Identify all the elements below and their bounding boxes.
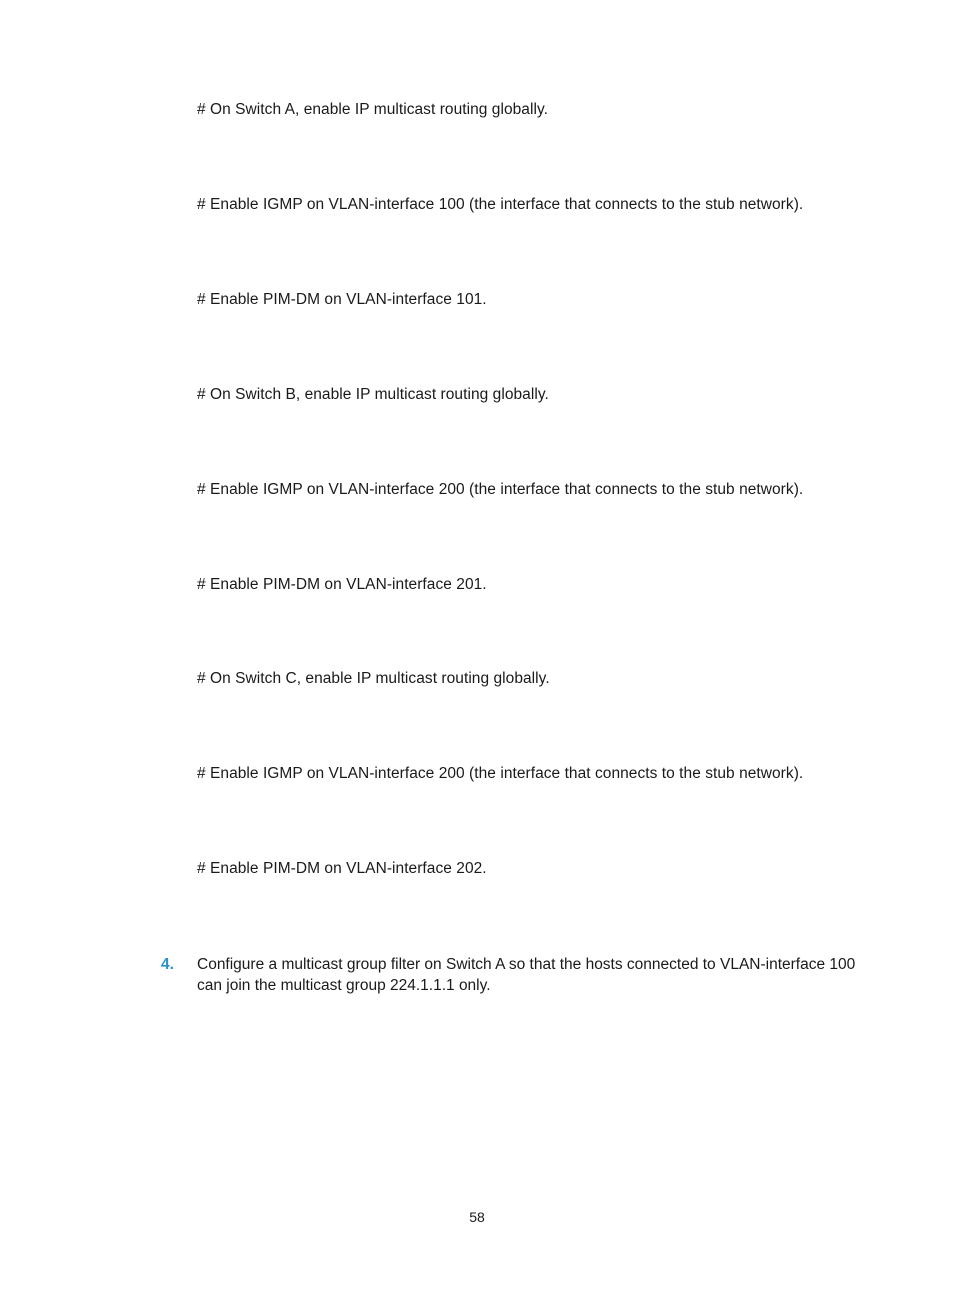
- step-number: 4.: [161, 956, 174, 973]
- comment-switch-a-pim-dm: # Enable PIM-DM on VLAN-interface 101.: [197, 291, 487, 308]
- page-number: 58: [469, 1209, 485, 1225]
- comment-switch-c-igmp: # Enable IGMP on VLAN-interface 200 (the interface that connects to the stub network).: [197, 765, 804, 782]
- comment-switch-a-multicast-routing: # On Switch A, enable IP multicast routing globally.: [197, 101, 548, 118]
- comment-switch-b-pim-dm: # Enable PIM-DM on VLAN-interface 201.: [197, 576, 487, 593]
- comment-switch-c-multicast-routing: # On Switch C, enable IP multicast routing globally.: [197, 670, 550, 687]
- comment-switch-a-igmp: # Enable IGMP on VLAN-interface 100 (the interface that connects to the stub network).: [197, 196, 804, 213]
- comment-switch-b-igmp: # Enable IGMP on VLAN-interface 200 (the interface that connects to the stub network).: [197, 481, 804, 498]
- step-text: Configure a multicast group filter on Switch A so that the hosts connected to VLAN-interface 100 can join the multicast group 224.1.1.1 only.: [197, 956, 856, 994]
- comment-switch-b-multicast-routing: # On Switch B, enable IP multicast routing globally.: [197, 386, 549, 403]
- comment-switch-c-pim-dm: # Enable PIM-DM on VLAN-interface 202.: [197, 860, 487, 877]
